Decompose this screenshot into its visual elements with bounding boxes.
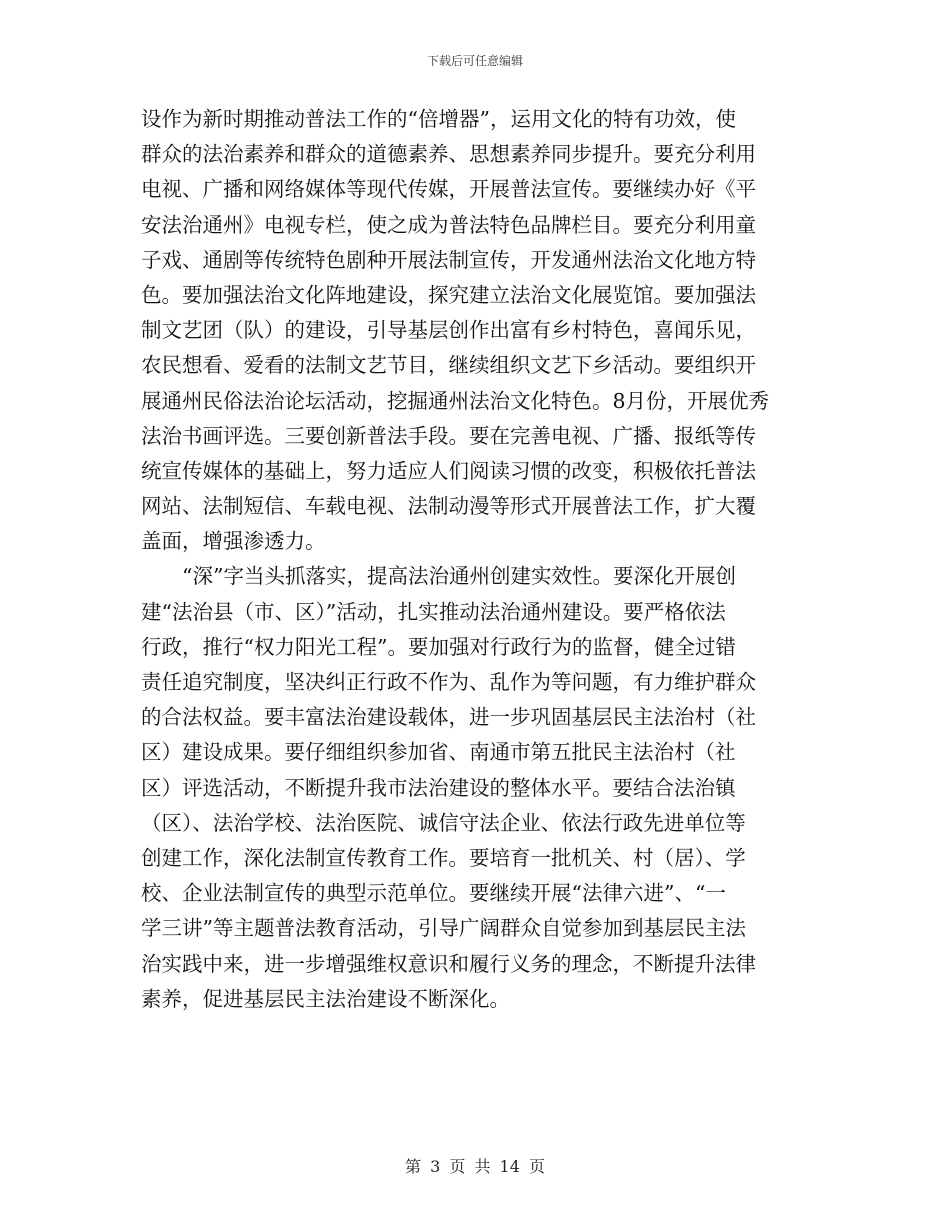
text-line: 法治书画评选。三要创新普法手段。要在完善电视、广播、报纸等传 [141, 423, 756, 448]
page-footer: 第 3 页 共 14 页 [405, 1157, 545, 1176]
text-line: 建“法治县（市、区）”活动，扎实推动法治通州建设。要严格依法 [141, 599, 726, 624]
text-line: 创建工作，深化法制宣传教育工作。要培育一批机关、村（居）、学 [141, 845, 746, 870]
text-line: 责任追究制度，坚决纠正行政不作为、乱作为等问题，有力维护群众 [141, 670, 756, 694]
text-line: 盖面，增强渗透力。 [141, 529, 326, 554]
text-line: 区）评选活动，不断提升我市法治建设的整体水平。要结合法治镇 [141, 775, 736, 800]
text-line: 设作为新时期推动普法工作的“倍增器”，运用文化的特有功效，使 [141, 107, 736, 131]
text-line: 统宣传媒体的基础上，努力适应人们阅读习惯的改变，积极依托普法 [141, 458, 756, 483]
text-line: 治实践中来，进一步增强维权意识和履行义务的理念，不断提升法律 [141, 951, 756, 976]
text-line: （区）、法治学校、法治医院、诚信守法企业、依法行政先进单位等 [141, 810, 746, 835]
text-line: 农民想看、爱看的法制文艺节目，继续组织文艺下乡活动。要组织开 [141, 353, 756, 378]
text-line: 区）建设成果。要仔细组织参加省、南通市第五批民主法治村（社 [141, 740, 736, 765]
text-line: 学三讲”等主题普法教育活动，引导广阔群众自觉参加到基层民主法 [141, 916, 746, 941]
text-line: 安法治通州》电视专栏，使之成为普法特色品牌栏目。要充分利用童 [141, 212, 756, 237]
text-line: 子戏、通剧等传统特色剧种开展法制宣传，开发通州法治文化地方特 [141, 247, 756, 272]
text-line: 色。要加强法治文化阵地建设，探究建立法治文化展览馆。要加强法 [141, 282, 756, 307]
text-line: 的合法权益。要丰富法治建设载体，进一步巩固基层民主法治村（社 [141, 705, 756, 730]
text-line: 素养，促进基层民主法治建设不断深化。 [141, 986, 510, 1011]
text-line: 校、企业法制宣传的典型示范单位。要继续开展“法律六进”、“一 [141, 881, 726, 906]
text-line: 展通州民俗法治论坛活动，挖掘通州法治文化特色。8月份，开展优秀 [141, 388, 770, 413]
document-body [141, 102, 813, 1017]
text-line: 行政，推行“权力阳光工程”。要加强对行政行为的监督，健全过错 [141, 634, 736, 659]
text-line: 网站、法制短信、车载电视、法制动漫等形式开展普法工作，扩大覆 [141, 494, 756, 519]
text-line: 制文艺团（队）的建设，引导基层创作出富有乡村特色，喜闻乐见， [141, 318, 756, 343]
text-line: 电视、广播和网络媒体等现代传媒，开展普法宣传。要继续办好《平 [141, 177, 756, 202]
text-line: 群众的法治素养和群众的道德素养、思想素养同步提升。要充分利用 [141, 142, 756, 167]
paragraph-start-line: “深”字当头抓落实，提高法治通州创建实效性。要深化开展创 [182, 564, 736, 589]
page-header: 下载后可任意编辑 [426, 54, 523, 68]
